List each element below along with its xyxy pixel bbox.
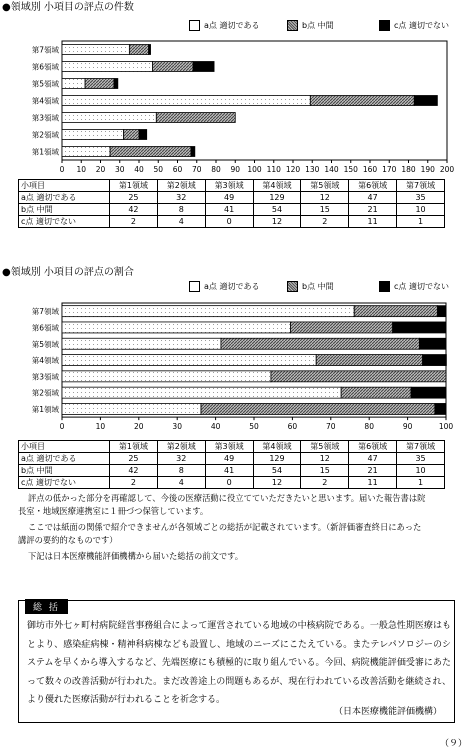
bar-b bbox=[129, 45, 148, 55]
tick-label: 40 bbox=[210, 422, 221, 432]
table-cell: a点 適切である bbox=[19, 453, 110, 465]
bar-b bbox=[201, 403, 435, 414]
legend-label-c: c点 適切でない bbox=[394, 282, 449, 291]
legend-item-c bbox=[379, 20, 449, 31]
bar-b bbox=[124, 130, 139, 140]
tick-label: 190 bbox=[420, 165, 435, 174]
table-cell: 32 bbox=[157, 453, 205, 465]
legend-swatch-b bbox=[287, 281, 298, 292]
legend-label-b: b点 中間 bbox=[302, 21, 334, 30]
category-label: 第1領域 bbox=[31, 147, 59, 157]
table-cell: 10 bbox=[397, 204, 445, 216]
bar-a bbox=[62, 355, 316, 366]
table-cell: 11 bbox=[349, 216, 397, 228]
table-header-cell: 第4領域 bbox=[253, 180, 301, 192]
table-cell: 35 bbox=[397, 192, 445, 204]
table-cell: 49 bbox=[205, 192, 253, 204]
table-cell: 21 bbox=[349, 204, 397, 216]
table-cell: 32 bbox=[157, 192, 205, 204]
legend-item-c bbox=[379, 281, 449, 292]
table-cell: 41 bbox=[205, 204, 253, 216]
category-label: 第7領域 bbox=[31, 45, 59, 55]
paragraph-line-1: 評点の低かった部分を再確認して、今後の医療活動に役立てていただきたいと思います。届いた報告書は院 bbox=[28, 493, 426, 503]
tick-label: 160 bbox=[362, 165, 378, 174]
table-header-cell: 第4領域 bbox=[253, 441, 301, 453]
tick-label: 200 bbox=[439, 165, 455, 174]
bar-a bbox=[62, 147, 110, 157]
legend-label-b: b点 中間 bbox=[302, 282, 334, 291]
table-header-cell: 第5領域 bbox=[301, 441, 349, 453]
table-cell: 129 bbox=[253, 192, 301, 204]
table-cell: 54 bbox=[253, 204, 301, 216]
tick-label: 40 bbox=[134, 165, 144, 174]
bar-a bbox=[62, 306, 354, 317]
tick-label: 150 bbox=[343, 165, 358, 174]
table-row bbox=[19, 192, 445, 204]
tick-label: 90 bbox=[402, 422, 413, 432]
legend-counts bbox=[189, 20, 449, 31]
table-cell: 25 bbox=[110, 453, 158, 465]
bar-c bbox=[435, 403, 446, 414]
legend-label-a: a点 適切である bbox=[204, 282, 260, 291]
table-cell: 2 bbox=[110, 216, 158, 228]
table-cell: 35 bbox=[397, 453, 445, 465]
bar-b bbox=[221, 338, 420, 349]
legend-item-b bbox=[287, 20, 379, 31]
category-label: 第2領域 bbox=[31, 388, 59, 398]
summary-text: 御坊市外七ヶ町村病院経営事務組合によって運営されている地域の中核病院である。一般急性期医療はもとより、感染症病棟・精神科病棟なども設置し、地域のニーズにこたえている。またテレパソロジーのシステムを早くから導入するなど、先端医療にも積極的に取り組んでいる。今回、病院機能評価受審にあたって数々の改善活動が行われた。まだ改善途上の問題もあるが、現在行われている改善活動を継続され、より優れた医療活動が行われることを祈念する。 bbox=[27, 621, 451, 706]
table-row bbox=[19, 465, 445, 477]
tick-label: 30 bbox=[172, 422, 182, 432]
table-cell: b点 中間 bbox=[19, 204, 110, 216]
table-cell: 42 bbox=[110, 465, 158, 477]
paragraph-line-2: 長室・地域医療連携室に１冊づつ保管しています。 bbox=[18, 506, 209, 516]
tick-label: 60 bbox=[172, 165, 183, 174]
legend-item-b bbox=[287, 281, 379, 292]
tick-label: 80 bbox=[364, 422, 374, 432]
section1-title: ●領域別 小項目の評点の件数 bbox=[2, 2, 134, 13]
tick-label: 10 bbox=[76, 165, 87, 174]
bar-b bbox=[85, 79, 114, 89]
table-header-cell: 第2領域 bbox=[157, 180, 205, 192]
tick-label: 70 bbox=[191, 165, 202, 174]
table-cell: 1 bbox=[397, 477, 445, 489]
legend-swatch-a bbox=[189, 20, 200, 31]
bar-a bbox=[62, 113, 156, 123]
tick-label: 90 bbox=[230, 165, 241, 174]
table-cell: 2 bbox=[301, 477, 349, 489]
bar-c bbox=[438, 306, 446, 317]
tick-label: 110 bbox=[266, 165, 281, 174]
table-cell: 8 bbox=[157, 204, 205, 216]
bar-b bbox=[316, 355, 422, 366]
tick-label: 130 bbox=[305, 165, 320, 174]
table-cell: 15 bbox=[301, 204, 349, 216]
table-header-cell: 小項目 bbox=[19, 441, 110, 453]
bar-a bbox=[62, 79, 85, 89]
count-table bbox=[18, 179, 445, 228]
table-cell: 12 bbox=[253, 477, 301, 489]
table-cell: 2 bbox=[110, 477, 158, 489]
tick-label: 80 bbox=[211, 165, 221, 174]
legend-swatch-a bbox=[189, 281, 200, 292]
table-cell: 2 bbox=[301, 216, 349, 228]
legend-swatch-c bbox=[379, 20, 390, 31]
tick-label: 30 bbox=[114, 165, 125, 174]
bar-c bbox=[423, 355, 447, 366]
table-cell: 0 bbox=[205, 477, 253, 489]
summary-box bbox=[18, 600, 455, 723]
bar-b bbox=[152, 62, 192, 72]
bar-a bbox=[62, 371, 271, 382]
bar-a bbox=[62, 96, 310, 106]
table-cell: a点 適切である bbox=[19, 192, 110, 204]
table-row bbox=[19, 477, 445, 489]
table-header-cell: 第7領域 bbox=[397, 180, 445, 192]
table-cell: b点 中間 bbox=[19, 465, 110, 477]
legend-swatch-b bbox=[287, 20, 298, 31]
table-header-cell: 第3領域 bbox=[205, 441, 253, 453]
bar-a bbox=[62, 45, 129, 55]
tick-label: 70 bbox=[326, 422, 336, 432]
table-header-cell: 第2領域 bbox=[157, 441, 205, 453]
table-header-cell: 第5領域 bbox=[301, 180, 349, 192]
table-header-cell: 第7領域 bbox=[397, 441, 445, 453]
count-chart bbox=[0, 38, 470, 174]
legend-label-c: c点 適切でない bbox=[394, 21, 449, 30]
category-label: 第3領域 bbox=[31, 372, 59, 382]
table-header-row bbox=[19, 441, 445, 453]
category-label: 第5領域 bbox=[31, 339, 59, 349]
bar-a bbox=[62, 387, 341, 398]
category-label: 第1領域 bbox=[31, 404, 59, 414]
paragraph-line-4: 講評の要約的なものです） bbox=[18, 535, 118, 545]
summary-signature: （日本医療機能評価機構） bbox=[333, 707, 442, 717]
table-row bbox=[19, 453, 445, 465]
bar-c bbox=[139, 130, 147, 140]
table-cell: 12 bbox=[301, 453, 349, 465]
bar-c bbox=[114, 79, 118, 89]
category-label: 第2領域 bbox=[31, 130, 59, 140]
bar-a bbox=[62, 403, 201, 414]
bar-b bbox=[290, 322, 392, 333]
table-cell: 12 bbox=[253, 216, 301, 228]
tick-label: 0 bbox=[59, 165, 65, 174]
bar-c bbox=[420, 338, 446, 349]
legend-label-a: a点 適切である bbox=[204, 21, 260, 30]
table-cell: 0 bbox=[205, 216, 253, 228]
tick-label: 50 bbox=[153, 165, 164, 174]
legend-item-a bbox=[189, 20, 287, 31]
section2-title: ●領域別 小項目の評点の割合 bbox=[2, 267, 134, 278]
bar-b bbox=[156, 113, 235, 123]
bar-a bbox=[62, 322, 290, 333]
table-cell: c点 適切でない bbox=[19, 216, 110, 228]
legend-swatch-c bbox=[379, 281, 390, 292]
table-cell: 15 bbox=[301, 465, 349, 477]
table-cell: 47 bbox=[349, 192, 397, 204]
tick-label: 60 bbox=[287, 422, 298, 432]
bar-b bbox=[310, 96, 414, 106]
table-header-cell: 第6領域 bbox=[349, 441, 397, 453]
table-header-cell: 第6領域 bbox=[349, 180, 397, 192]
bar-a bbox=[62, 130, 124, 140]
table-cell: c点 適切でない bbox=[19, 477, 110, 489]
table-cell: 10 bbox=[397, 465, 445, 477]
bar-a bbox=[62, 338, 221, 349]
legend-item-a bbox=[189, 281, 287, 292]
table-cell: 11 bbox=[349, 477, 397, 489]
category-label: 第4領域 bbox=[31, 356, 59, 366]
table-cell: 21 bbox=[349, 465, 397, 477]
paragraph-line-3: ここでは紙面の関係で紹介できませんが各領域ごとの総括が記載されています。（新評価審査終日にあった bbox=[28, 522, 422, 532]
page-number: （９） bbox=[440, 739, 468, 749]
table-header-cell: 第1領域 bbox=[110, 180, 158, 192]
bar-b bbox=[341, 387, 411, 398]
tick-label: 180 bbox=[401, 165, 416, 174]
bar-c bbox=[411, 387, 446, 398]
bar-b bbox=[354, 306, 437, 317]
category-label: 第7領域 bbox=[31, 307, 59, 317]
tick-label: 20 bbox=[134, 422, 144, 432]
table-header-row bbox=[19, 180, 445, 192]
ratio-chart bbox=[0, 299, 470, 437]
legend-ratio bbox=[189, 281, 449, 292]
table-cell: 4 bbox=[157, 477, 205, 489]
bar-c bbox=[149, 45, 151, 55]
table-header-cell: 第3領域 bbox=[205, 180, 253, 192]
tick-label: 100 bbox=[438, 422, 454, 432]
bar-b bbox=[110, 147, 191, 157]
table-cell: 1 bbox=[397, 216, 445, 228]
tick-label: 100 bbox=[247, 165, 262, 174]
tick-label: 50 bbox=[249, 422, 259, 432]
bar-a bbox=[62, 62, 152, 72]
category-label: 第6領域 bbox=[31, 62, 59, 72]
tick-label: 0 bbox=[59, 422, 65, 432]
bar-c bbox=[193, 62, 214, 72]
table-row bbox=[19, 216, 445, 228]
table-cell: 4 bbox=[157, 216, 205, 228]
tick-label: 10 bbox=[95, 422, 106, 432]
table-cell: 54 bbox=[253, 465, 301, 477]
tick-label: 170 bbox=[382, 165, 397, 174]
tick-label: 20 bbox=[95, 165, 106, 174]
bar-c bbox=[191, 147, 195, 157]
tick-label: 120 bbox=[285, 165, 301, 174]
category-label: 第4領域 bbox=[31, 96, 59, 106]
table-header-cell: 第1領域 bbox=[110, 441, 158, 453]
category-label: 第3領域 bbox=[31, 113, 59, 123]
bar-c bbox=[414, 96, 437, 106]
summary-title: 総 括 bbox=[25, 599, 68, 614]
ratio-table bbox=[18, 440, 445, 489]
table-cell: 47 bbox=[349, 453, 397, 465]
category-label: 第5領域 bbox=[31, 79, 59, 89]
table-header-cell: 小項目 bbox=[19, 180, 110, 192]
table-cell: 49 bbox=[205, 453, 253, 465]
table-row bbox=[19, 204, 445, 216]
category-label: 第6領域 bbox=[31, 323, 59, 333]
table-cell: 42 bbox=[110, 204, 158, 216]
tick-label: 140 bbox=[324, 165, 339, 174]
table-cell: 8 bbox=[157, 465, 205, 477]
bar-c bbox=[393, 322, 446, 333]
paragraph-line-5: 下記は日本医療機能評価機構から届いた総括の前文です。 bbox=[28, 551, 244, 561]
table-cell: 25 bbox=[110, 192, 158, 204]
table-cell: 12 bbox=[301, 192, 349, 204]
table-cell: 41 bbox=[205, 465, 253, 477]
bar-b bbox=[271, 371, 446, 382]
table-cell: 129 bbox=[253, 453, 301, 465]
